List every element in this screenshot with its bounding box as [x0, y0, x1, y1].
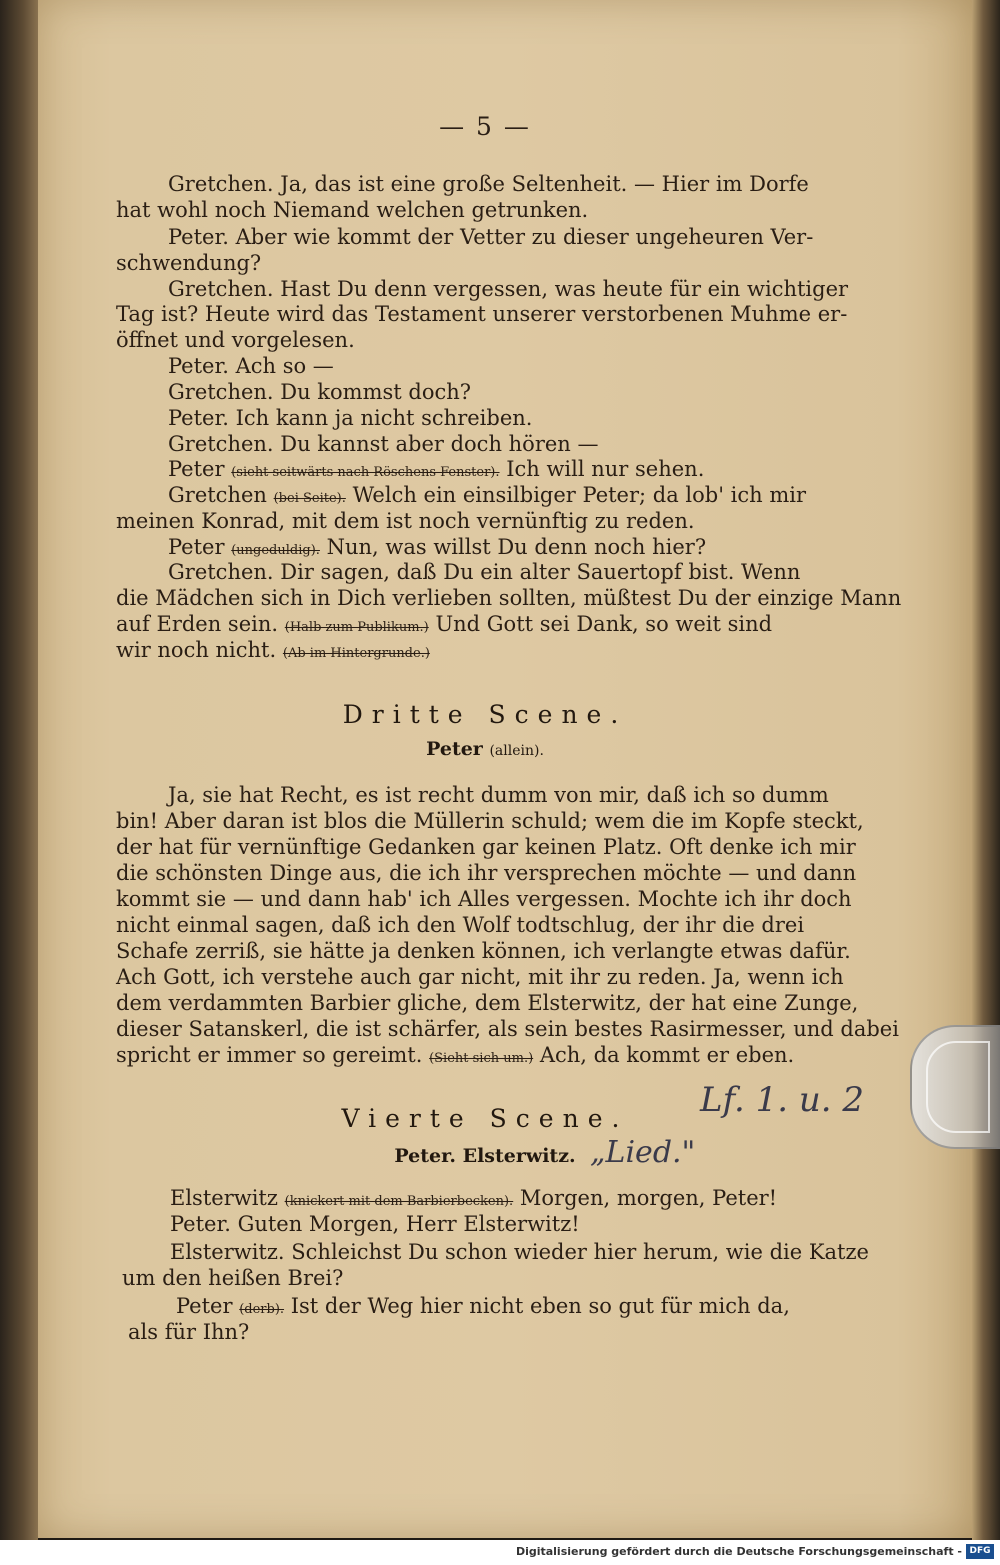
- clip-highlight: [926, 1041, 990, 1133]
- text-line: Gretchen. Du kannst aber doch hören —: [168, 432, 599, 456]
- speaker-name: Gretchen: [168, 483, 267, 507]
- text-line: Peter. Ach so —: [168, 354, 334, 378]
- text-line: Gretchen. Hast Du denn vergessen, was heute für ein wichtiger: [168, 277, 849, 301]
- text-line: nicht einmal sagen, daß ich den Wolf todtschlug, der ihr die drei: [116, 913, 805, 937]
- page-number: — 5 —: [439, 112, 531, 141]
- speaker-name: Peter: [168, 457, 225, 481]
- dialogue: auf Erden sein.: [116, 612, 279, 636]
- book-spine-edge: [0, 0, 38, 1540]
- page-clip: [910, 1025, 1000, 1149]
- stage-direction: (Sieht sich um.): [429, 1051, 534, 1066]
- text-line: Elsterwitz. Schleichst Du schon wieder hier herum, wie die Katze: [170, 1240, 869, 1264]
- text-line: Ja, sie hat Recht, es ist recht dumm von mir, daß ich so dumm: [168, 783, 829, 807]
- text-line: Gretchen. Ja, das ist eine große Seltenheit. — Hier im Dorfe: [168, 172, 809, 196]
- stage-direction: (derb).: [239, 1302, 285, 1317]
- text-line: [176, 1294, 790, 1322]
- text-line: [116, 638, 430, 666]
- stage-direction: (ungeduldig).: [231, 543, 320, 558]
- handwritten-note: Lf. 1. u. 2: [700, 1080, 864, 1120]
- text-line: Peter. Ich kann ja nicht schreiben.: [168, 406, 533, 430]
- dialogue: spricht er immer so gereimt.: [116, 1043, 423, 1067]
- text-line: bin! Aber daran ist blos die Müllerin schuld; wem die im Kopfe steckt,: [116, 809, 864, 833]
- text-line: meinen Konrad, mit dem ist noch vernünftig zu reden.: [116, 509, 695, 533]
- stage-direction: (sieht seitwärts nach Röschens Fenster).: [231, 465, 500, 480]
- text-line: Gretchen. Du kommst doch?: [168, 380, 472, 404]
- text-line: um den heißen Brei?: [122, 1266, 344, 1290]
- dialogue: Ich will nur sehen.: [506, 457, 705, 481]
- footer-bar: [0, 1540, 1000, 1565]
- handwritten-note: „Lied.": [590, 1135, 696, 1170]
- speaker-name: Elsterwitz: [170, 1186, 278, 1210]
- dialogue: wir noch nicht.: [116, 638, 277, 662]
- text-line: Ach Gott, ich verstehe auch gar nicht, mit ihr zu reden. Ja, wenn ich: [116, 965, 844, 989]
- scene-persons: [120, 738, 850, 760]
- page-right-edge: [972, 0, 1000, 1540]
- stage-direction: (knickert mit dem Barbierbecken).: [284, 1194, 514, 1209]
- text-line: öffnet und vorgelesen.: [116, 328, 355, 352]
- text-line: hat wohl noch Niemand welchen getrunken.: [116, 198, 589, 222]
- text-line: der hat für vernünftige Gedanken gar keinen Platz. Oft denke ich mir: [116, 835, 856, 859]
- stage-direction: (Halb zum Publikum.): [284, 620, 429, 635]
- text-line: [168, 483, 806, 511]
- text-line: die schönsten Dinge aus, die ich ihr versprechen möchte — und dann: [116, 861, 857, 885]
- dialogue: Morgen, morgen, Peter!: [519, 1186, 778, 1210]
- scene-persons: Peter. Elsterwitz.: [394, 1145, 576, 1167]
- scene-heading: Vierte Scene.: [341, 1104, 629, 1133]
- speaker-name: Peter: [168, 535, 225, 559]
- text-line: Peter. Guten Morgen, Herr Elsterwitz!: [170, 1212, 580, 1236]
- text-line: als für Ihn?: [128, 1320, 250, 1344]
- dialogue: Ach, da kommt er eben.: [539, 1043, 795, 1067]
- text-line: Tag ist? Heute wird das Testament unserer verstorbenen Muhme er-: [116, 302, 848, 326]
- text-line: dieser Satanskerl, die ist schärfer, als sein bestes Rasirmesser, und dabei: [116, 1017, 899, 1041]
- text-line: kommt sie — und dann hab' ich Alles vergessen. Mochte ich ihr doch: [116, 887, 852, 911]
- text-line: [116, 1043, 794, 1071]
- text-line: dem verdammten Barbier gliche, dem Elsterwitz, der hat eine Zunge,: [116, 991, 859, 1015]
- dfg-logo: DFG: [966, 1544, 994, 1559]
- text-line: Peter. Aber wie kommt der Vetter zu dieser ungeheuren Ver-: [168, 225, 814, 249]
- stage-direction: (Ab im Hintergrunde.): [282, 646, 430, 661]
- text-line: [170, 1186, 777, 1214]
- stage-direction: (bei Seite).: [273, 491, 346, 506]
- dialogue: Und Gott sei Dank, so weit sind: [435, 612, 773, 636]
- dialogue: Welch ein einsilbiger Peter; da lob' ich mir: [352, 483, 807, 507]
- dialogue: Ist der Weg hier nicht eben so gut für mich da,: [290, 1294, 790, 1318]
- persons-note: (allein).: [489, 743, 544, 759]
- text-line: [116, 612, 772, 640]
- scene-heading: Dritte Scene.: [342, 700, 628, 729]
- dialogue: Nun, was willst Du denn noch hier?: [326, 535, 707, 559]
- text-line: schwendung?: [116, 251, 262, 275]
- footer-credit: Digitalisierung gefördert durch die Deutsche Forschungsgemeinschaft -: [515, 1545, 962, 1558]
- text-line: [168, 457, 704, 485]
- text-line: die Mädchen sich in Dich verlieben sollten, müßtest Du der einzige Mann: [116, 586, 902, 610]
- text-line: Gretchen. Dir sagen, daß Du ein alter Sauertopf bist. Wenn: [168, 560, 801, 584]
- speaker-name: Peter: [176, 1294, 233, 1318]
- text-line: Schafe zerriß, sie hätte ja denken können, ich verlangte etwas dafür.: [116, 939, 851, 963]
- persons-names: Peter: [426, 738, 483, 760]
- text-line: [168, 535, 706, 563]
